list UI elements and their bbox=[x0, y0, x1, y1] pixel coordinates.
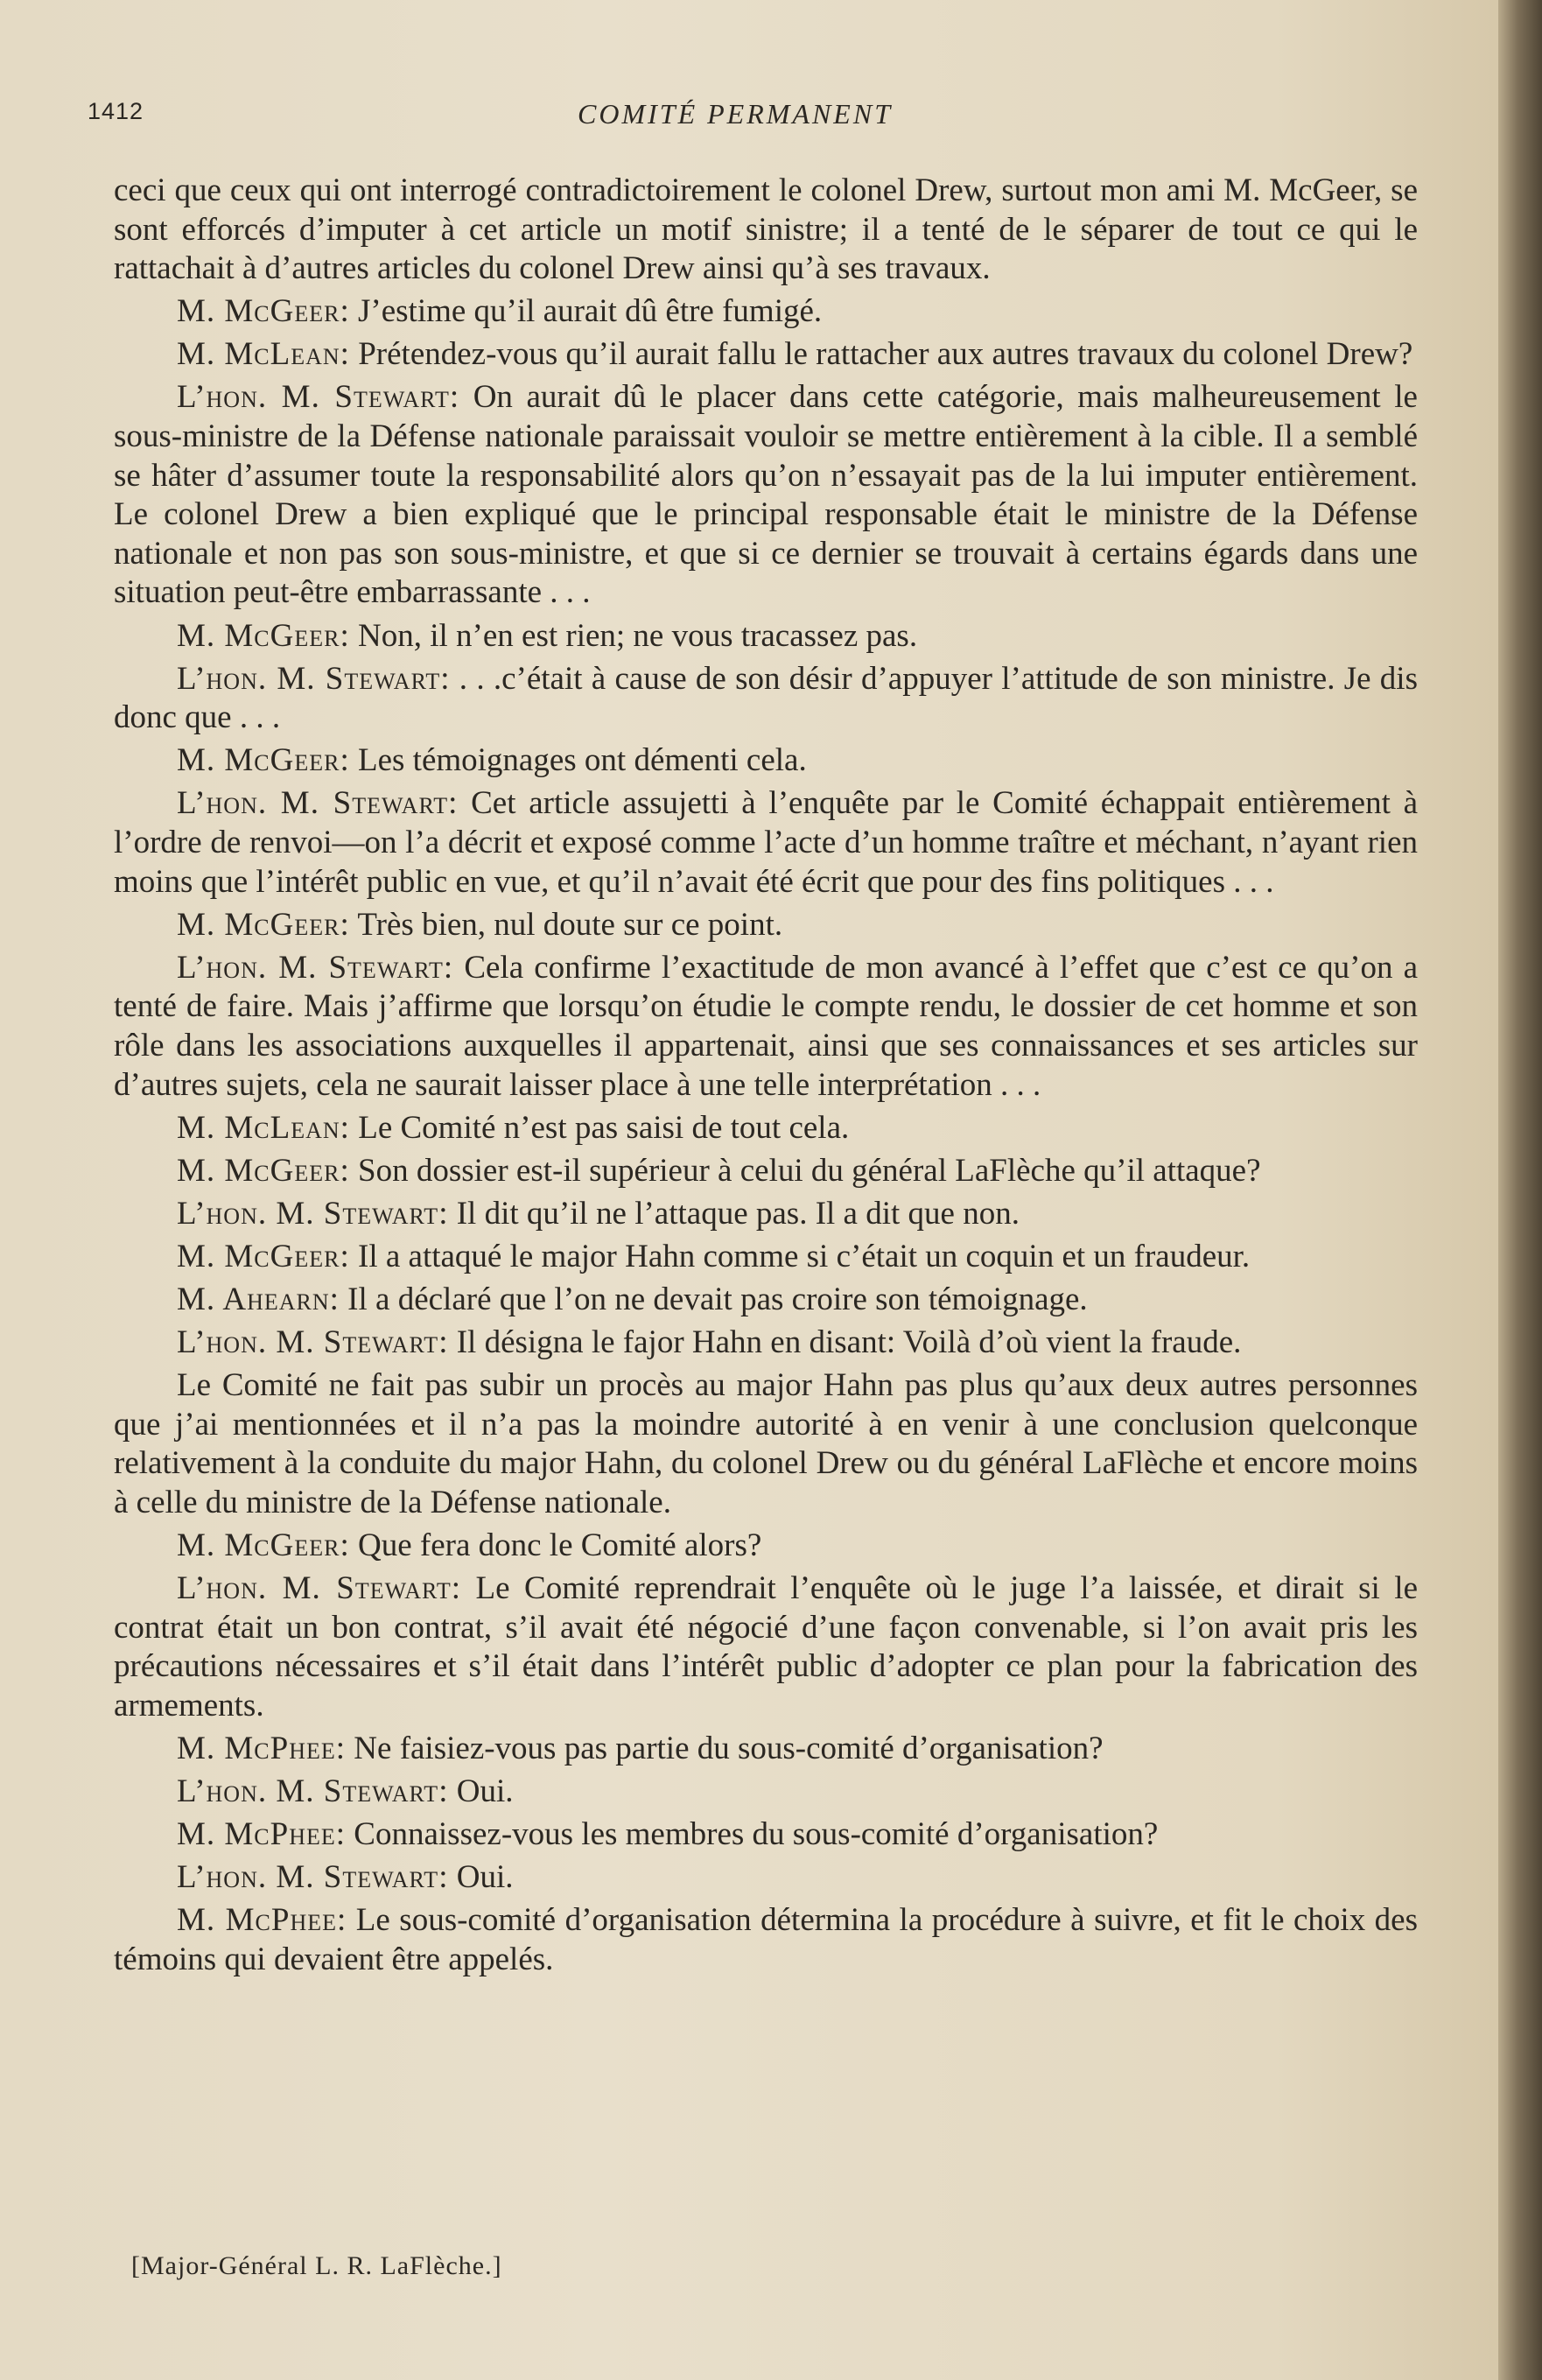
paragraph bbox=[114, 949, 1418, 1105]
speaker-label: L’hon. M. Stewart: bbox=[177, 949, 454, 986]
paragraph-text: Le sous-comité d’organisation détermina la procédure à suivre, et fit le choix des témoins qui devaient être appelés. bbox=[114, 1902, 1419, 1978]
paragraph bbox=[114, 292, 1418, 332]
paragraph-text: Que fera donc le Comité alors? bbox=[358, 1527, 762, 1564]
speaker-label: L’hon. M. Stewart: bbox=[177, 1195, 449, 1232]
paragraph bbox=[114, 1858, 1418, 1898]
paragraph bbox=[114, 172, 1418, 289]
paragraph bbox=[114, 784, 1418, 902]
speaker-label: M. McGeer: bbox=[177, 742, 350, 779]
paragraph-text: Les témoignages ont démenti cela. bbox=[358, 742, 807, 779]
paragraph-text: Connaissez-vous les membres du sous-comité d’organisation? bbox=[354, 1816, 1159, 1853]
speaker-label: M. McPhee: bbox=[177, 1902, 347, 1939]
paragraph bbox=[114, 660, 1418, 738]
paragraph-text: Très bien, nul doute sur ce point. bbox=[357, 906, 783, 943]
paragraph-text: . . .c’était à cause de son désir d’appuyer l’attitude de son ministre. Je dis donc que . . . bbox=[114, 660, 1418, 736]
speaker-label: L’hon. M. Stewart: bbox=[177, 1773, 449, 1810]
paragraph bbox=[114, 617, 1418, 656]
paragraph-text: Prétendez-vous qu’il aurait fallu le rattacher aux autres travaux du colonel Drew? bbox=[358, 336, 1413, 373]
paragraph bbox=[114, 1281, 1418, 1320]
paragraph-text: Il a attaqué le major Hahn comme si c’était un coquin et un fraudeur. bbox=[358, 1238, 1251, 1274]
paragraph bbox=[114, 1323, 1418, 1363]
paragraph-text: Le Comité reprendrait l’enquête où le juge l’a laissée, et dirait si le contrat était un bon contrat, s’il avait été négocié d’une façon convenable, si l’on avait pris les précautions nécessaires et s’il était dans l’intérêt public d’adopter ce plan pour la fabrication des armements. bbox=[114, 1570, 1418, 1724]
speaker-label: L’hon. M. Stewart: bbox=[177, 379, 460, 416]
paragraph-text: Il a déclaré que l’on ne devait pas croire son témoignage. bbox=[347, 1281, 1088, 1318]
paragraph-text: Il dit qu’il ne l’attaque pas. Il a dit que non. bbox=[456, 1195, 1020, 1232]
paragraph bbox=[114, 1152, 1418, 1191]
paragraph bbox=[114, 1815, 1418, 1855]
paragraph-text: Oui. bbox=[456, 1859, 514, 1896]
running-title: COMITÉ PERMANENT bbox=[578, 98, 893, 130]
paragraph-text: Il désigna le fajor Hahn en disant: Voilà d’où vient la fraude. bbox=[456, 1324, 1242, 1361]
paragraph-text: Cela confirme l’exactitude de mon avancé à l’effet que c’est ce qu’on a tenté de faire. Mais j’affirme que lorsqu’on étudie le compte rendu, le dossier de cet homme et son rôle dans les associations auxquelles il appartenait, ainsi que ses connaissances et ses articles sur d’autres sujets, cela ne saurait laisser place à une telle interprétation . . . bbox=[114, 949, 1419, 1103]
speaker-label: L’hon. M. Stewart: bbox=[177, 660, 451, 697]
paragraph-text: Non, il n’en est rien; ne vous tracassez pas. bbox=[358, 617, 918, 654]
speaker-label: M. McPhee: bbox=[177, 1816, 347, 1853]
paragraph-text: Le Comité ne fait pas subir un procès au major Hahn pas plus qu’aux deux autres personnes que j’ai mentionnées et il n’a pas la moindre autorité à en venir à une conclusion quelconque relativement à la conduite du major Hahn, du colonel Drew ou du général LaFlèche et encore moins à celle du ministre de la Défense nationale. bbox=[114, 1367, 1418, 1520]
speaker-bracket-note: [Major-Général L. R. LaFlèche.] bbox=[131, 2251, 502, 2280]
speaker-label: L’hon. M. Stewart: bbox=[177, 1859, 449, 1896]
paragraph bbox=[114, 906, 1418, 945]
speaker-label: M. McGeer: bbox=[177, 1238, 350, 1274]
speaker-label: L’hon. M. Stewart: bbox=[177, 1570, 461, 1607]
paragraph bbox=[114, 1366, 1418, 1522]
paragraph-text: Oui. bbox=[456, 1773, 514, 1810]
speaker-label: L’hon. M. Stewart: bbox=[177, 785, 459, 822]
paragraph bbox=[114, 1773, 1418, 1812]
speaker-label: L’hon. M. Stewart: bbox=[177, 1324, 449, 1361]
paragraph bbox=[114, 378, 1418, 613]
page-header bbox=[88, 98, 1453, 151]
paragraph-text: On aurait dû le placer dans cette catégorie, mais malheureusement le sous-ministre de la Défense nationale paraissait vouloir se mettre entièrement à la cible. Il a semblé se hâter d’assumer toute la responsabilité alors qu’on n’essayait pas de la lui imputer entièrement. Le colonel Drew a bien expliqué que le principal responsable était le ministre de la Défense nationale et non pas son sous-ministre, et que si ce dernier se trouvait à certains égards dans une situation peut-être embarrassante . . . bbox=[114, 379, 1418, 611]
speaker-label: M. McGeer: bbox=[177, 906, 350, 943]
paragraph bbox=[114, 335, 1418, 375]
paragraph bbox=[114, 1901, 1418, 1979]
paragraph-text: ceci que ceux qui ont interrogé contradictoirement le colonel Drew, surtout mon ami M. McGeer, se sont efforcés d’imputer à cet article un motif sinistre; il a tenté de le séparer de tout ce qui le rattachait à d’autres articles du colonel Drew ainsi qu’à ses travaux. bbox=[114, 172, 1418, 287]
speaker-label: M. Ahearn: bbox=[177, 1281, 340, 1318]
speaker-label: M. McPhee: bbox=[177, 1731, 347, 1767]
paragraph-text: J’estime qu’il aurait dû être fumigé. bbox=[358, 293, 823, 330]
paragraph bbox=[114, 1730, 1418, 1769]
paragraph-text: Le Comité n’est pas saisi de tout cela. bbox=[358, 1109, 850, 1146]
speaker-label: M. McGeer: bbox=[177, 293, 350, 330]
speaker-label: M. McGeer: bbox=[177, 1152, 350, 1189]
paragraph-text: Ne faisiez-vous pas partie du sous-comité d’organisation? bbox=[354, 1731, 1104, 1767]
paragraph bbox=[114, 1195, 1418, 1234]
paragraph-text: Son dossier est-il supérieur à celui du général LaFlèche qu’il attaque? bbox=[358, 1152, 1261, 1189]
transcript-body bbox=[114, 172, 1418, 1983]
speaker-label: M. McLean: bbox=[177, 336, 350, 373]
paragraph bbox=[114, 741, 1418, 781]
speaker-label: M. McLean: bbox=[177, 1109, 350, 1146]
speaker-label: M. McGeer: bbox=[177, 617, 350, 654]
paragraph-text: Cet article assujetti à l’enquête par le Comité échappait entièrement à l’ordre de renvoi—on l’a décrit et exposé comme l’acte d’un homme traître et méchant, n’ayant rien moins que l’intérêt public en vue, et qu’il n’avait été écrit que pour des fins politiques . . . bbox=[114, 785, 1419, 900]
paragraph bbox=[114, 1238, 1418, 1277]
speaker-label: M. McGeer: bbox=[177, 1527, 350, 1564]
paragraph bbox=[114, 1569, 1418, 1725]
paragraph bbox=[114, 1109, 1418, 1148]
paragraph bbox=[114, 1527, 1418, 1566]
book-binding-edge bbox=[1498, 0, 1542, 2380]
page-number: 1412 bbox=[88, 98, 144, 124]
